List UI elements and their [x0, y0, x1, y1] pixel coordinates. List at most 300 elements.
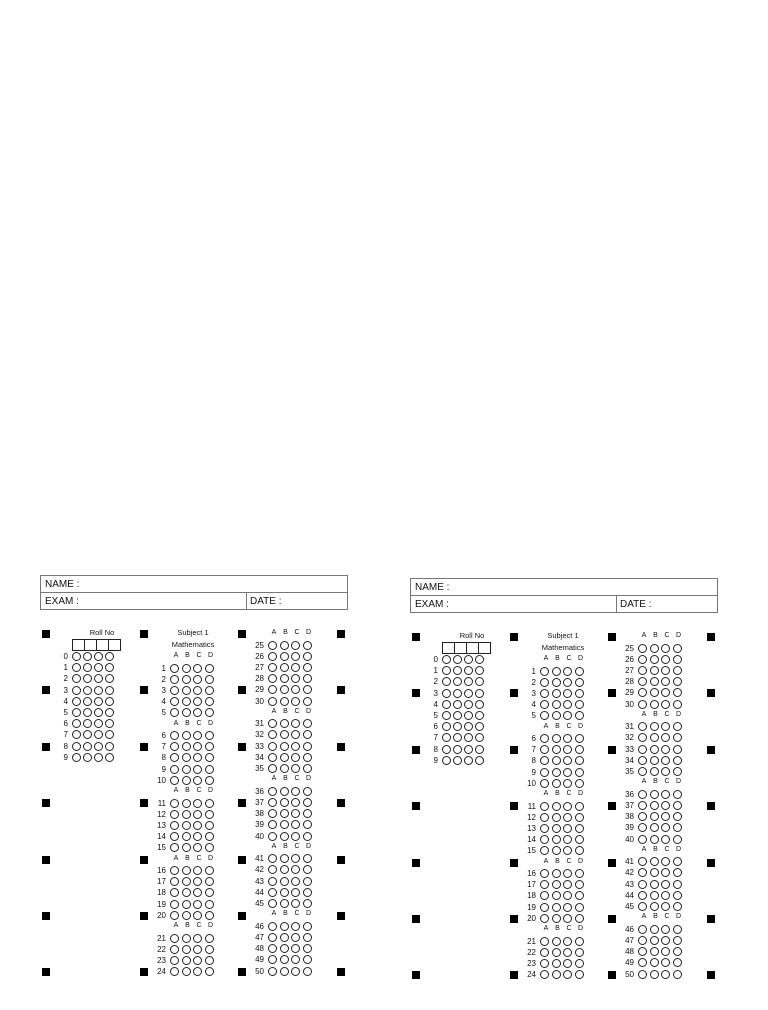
answer-bubble[interactable]: [193, 832, 202, 841]
answer-bubble[interactable]: [280, 787, 289, 796]
answer-bubble[interactable]: [193, 686, 202, 695]
roll-digit-bubble[interactable]: [72, 730, 81, 739]
answer-bubble[interactable]: [291, 798, 300, 807]
roll-digit-bubble[interactable]: [105, 708, 114, 717]
answer-bubble[interactable]: [193, 843, 202, 852]
roll-digit-bubble[interactable]: [464, 689, 473, 698]
roll-digit-bubble[interactable]: [72, 686, 81, 695]
answer-bubble[interactable]: [182, 697, 191, 706]
answer-bubble[interactable]: [193, 967, 202, 976]
answer-bubble[interactable]: [280, 753, 289, 762]
answer-bubble[interactable]: [540, 667, 549, 676]
roll-digit-bubble[interactable]: [442, 655, 451, 664]
answer-bubble[interactable]: [193, 664, 202, 673]
answer-bubble[interactable]: [673, 644, 682, 653]
answer-bubble[interactable]: [661, 666, 670, 675]
answer-bubble[interactable]: [552, 711, 561, 720]
answer-bubble[interactable]: [193, 934, 202, 943]
answer-bubble[interactable]: [182, 888, 191, 897]
answer-bubble[interactable]: [575, 813, 584, 822]
answer-bubble[interactable]: [303, 922, 312, 931]
answer-bubble[interactable]: [650, 756, 659, 765]
answer-bubble[interactable]: [205, 753, 214, 762]
answer-bubble[interactable]: [650, 644, 659, 653]
answer-bubble[interactable]: [291, 820, 300, 829]
answer-bubble[interactable]: [638, 823, 647, 832]
answer-bubble[interactable]: [575, 970, 584, 979]
answer-bubble[interactable]: [205, 675, 214, 684]
answer-bubble[interactable]: [303, 888, 312, 897]
answer-bubble[interactable]: [575, 937, 584, 946]
roll-digit-bubble[interactable]: [475, 689, 484, 698]
answer-bubble[interactable]: [673, 790, 682, 799]
answer-bubble[interactable]: [291, 832, 300, 841]
answer-bubble[interactable]: [563, 914, 572, 923]
answer-bubble[interactable]: [540, 959, 549, 968]
answer-bubble[interactable]: [205, 686, 214, 695]
answer-bubble[interactable]: [552, 768, 561, 777]
answer-bubble[interactable]: [170, 911, 179, 920]
roll-digit-bubble[interactable]: [464, 722, 473, 731]
answer-bubble[interactable]: [563, 891, 572, 900]
answer-bubble[interactable]: [303, 955, 312, 964]
roll-no-entry-cell[interactable]: [455, 643, 467, 653]
answer-bubble[interactable]: [552, 734, 561, 743]
answer-bubble[interactable]: [540, 846, 549, 855]
answer-bubble[interactable]: [205, 877, 214, 886]
answer-bubble[interactable]: [673, 801, 682, 810]
roll-digit-bubble[interactable]: [94, 753, 103, 762]
answer-bubble[interactable]: [170, 686, 179, 695]
roll-digit-bubble[interactable]: [72, 674, 81, 683]
answer-bubble[interactable]: [673, 756, 682, 765]
answer-bubble[interactable]: [291, 719, 300, 728]
answer-bubble[interactable]: [170, 765, 179, 774]
answer-bubble[interactable]: [563, 745, 572, 754]
answer-bubble[interactable]: [193, 742, 202, 751]
answer-bubble[interactable]: [303, 967, 312, 976]
answer-bubble[interactable]: [182, 686, 191, 695]
answer-bubble[interactable]: [661, 880, 670, 889]
answer-bubble[interactable]: [205, 945, 214, 954]
answer-bubble[interactable]: [170, 956, 179, 965]
answer-bubble[interactable]: [575, 891, 584, 900]
answer-bubble[interactable]: [280, 922, 289, 931]
roll-digit-bubble[interactable]: [453, 745, 462, 754]
answer-bubble[interactable]: [552, 813, 561, 822]
answer-bubble[interactable]: [650, 857, 659, 866]
answer-bubble[interactable]: [291, 742, 300, 751]
answer-bubble[interactable]: [205, 888, 214, 897]
answer-bubble[interactable]: [575, 779, 584, 788]
answer-bubble[interactable]: [673, 857, 682, 866]
answer-bubble[interactable]: [205, 866, 214, 875]
answer-bubble[interactable]: [303, 933, 312, 942]
answer-bubble[interactable]: [661, 891, 670, 900]
answer-bubble[interactable]: [280, 854, 289, 863]
answer-bubble[interactable]: [563, 880, 572, 889]
answer-bubble[interactable]: [280, 809, 289, 818]
answer-bubble[interactable]: [638, 925, 647, 934]
roll-digit-bubble[interactable]: [475, 700, 484, 709]
answer-bubble[interactable]: [638, 812, 647, 821]
roll-digit-bubble[interactable]: [453, 711, 462, 720]
answer-bubble[interactable]: [540, 869, 549, 878]
answer-bubble[interactable]: [673, 733, 682, 742]
answer-bubble[interactable]: [650, 970, 659, 979]
answer-bubble[interactable]: [563, 835, 572, 844]
answer-bubble[interactable]: [205, 843, 214, 852]
roll-digit-bubble[interactable]: [442, 733, 451, 742]
answer-bubble[interactable]: [280, 798, 289, 807]
answer-bubble[interactable]: [170, 934, 179, 943]
answer-bubble[interactable]: [540, 745, 549, 754]
roll-digit-bubble[interactable]: [105, 697, 114, 706]
answer-bubble[interactable]: [291, 899, 300, 908]
answer-bubble[interactable]: [280, 933, 289, 942]
roll-no-entry-cell[interactable]: [73, 640, 85, 650]
answer-bubble[interactable]: [673, 891, 682, 900]
answer-bubble[interactable]: [563, 667, 572, 676]
roll-digit-bubble[interactable]: [442, 756, 451, 765]
answer-bubble[interactable]: [182, 708, 191, 717]
answer-bubble[interactable]: [205, 956, 214, 965]
answer-bubble[interactable]: [268, 922, 277, 931]
answer-bubble[interactable]: [182, 675, 191, 684]
roll-digit-bubble[interactable]: [453, 689, 462, 698]
answer-bubble[interactable]: [268, 641, 277, 650]
answer-bubble[interactable]: [650, 823, 659, 832]
answer-bubble[interactable]: [193, 821, 202, 830]
answer-bubble[interactable]: [205, 776, 214, 785]
answer-bubble[interactable]: [563, 959, 572, 968]
answer-bubble[interactable]: [268, 944, 277, 953]
roll-digit-bubble[interactable]: [83, 663, 92, 672]
answer-bubble[interactable]: [540, 700, 549, 709]
answer-bubble[interactable]: [291, 764, 300, 773]
answer-bubble[interactable]: [540, 914, 549, 923]
answer-bubble[interactable]: [575, 711, 584, 720]
roll-digit-bubble[interactable]: [464, 711, 473, 720]
answer-bubble[interactable]: [182, 742, 191, 751]
answer-bubble[interactable]: [638, 947, 647, 956]
answer-bubble[interactable]: [291, 641, 300, 650]
answer-bubble[interactable]: [552, 835, 561, 844]
answer-bubble[interactable]: [268, 809, 277, 818]
answer-bubble[interactable]: [575, 948, 584, 957]
answer-bubble[interactable]: [193, 945, 202, 954]
answer-bubble[interactable]: [170, 821, 179, 830]
answer-bubble[interactable]: [291, 944, 300, 953]
answer-bubble[interactable]: [673, 655, 682, 664]
answer-bubble[interactable]: [563, 970, 572, 979]
answer-bubble[interactable]: [303, 787, 312, 796]
answer-bubble[interactable]: [205, 821, 214, 830]
answer-bubble[interactable]: [193, 911, 202, 920]
answer-bubble[interactable]: [280, 685, 289, 694]
answer-bubble[interactable]: [540, 768, 549, 777]
answer-bubble[interactable]: [205, 799, 214, 808]
roll-digit-bubble[interactable]: [83, 674, 92, 683]
answer-bubble[interactable]: [170, 799, 179, 808]
answer-bubble[interactable]: [268, 663, 277, 672]
answer-bubble[interactable]: [205, 697, 214, 706]
answer-bubble[interactable]: [575, 756, 584, 765]
roll-digit-bubble[interactable]: [453, 655, 462, 664]
answer-bubble[interactable]: [638, 958, 647, 967]
answer-bubble[interactable]: [563, 700, 572, 709]
answer-bubble[interactable]: [661, 835, 670, 844]
answer-bubble[interactable]: [280, 663, 289, 672]
answer-bubble[interactable]: [268, 652, 277, 661]
answer-bubble[interactable]: [563, 813, 572, 822]
answer-bubble[interactable]: [552, 745, 561, 754]
answer-bubble[interactable]: [650, 677, 659, 686]
roll-digit-bubble[interactable]: [442, 689, 451, 698]
answer-bubble[interactable]: [268, 820, 277, 829]
answer-bubble[interactable]: [280, 730, 289, 739]
answer-bubble[interactable]: [303, 944, 312, 953]
answer-bubble[interactable]: [661, 790, 670, 799]
answer-bubble[interactable]: [638, 655, 647, 664]
answer-bubble[interactable]: [303, 674, 312, 683]
answer-bubble[interactable]: [638, 688, 647, 697]
answer-bubble[interactable]: [291, 967, 300, 976]
answer-bubble[interactable]: [552, 891, 561, 900]
answer-bubble[interactable]: [193, 900, 202, 909]
answer-bubble[interactable]: [280, 944, 289, 953]
roll-digit-bubble[interactable]: [442, 677, 451, 686]
roll-digit-bubble[interactable]: [72, 742, 81, 751]
answer-bubble[interactable]: [170, 664, 179, 673]
answer-bubble[interactable]: [170, 675, 179, 684]
answer-bubble[interactable]: [661, 868, 670, 877]
roll-digit-bubble[interactable]: [72, 697, 81, 706]
answer-bubble[interactable]: [540, 756, 549, 765]
answer-bubble[interactable]: [575, 846, 584, 855]
answer-bubble[interactable]: [650, 891, 659, 900]
answer-bubble[interactable]: [650, 835, 659, 844]
answer-bubble[interactable]: [552, 678, 561, 687]
answer-bubble[interactable]: [563, 948, 572, 957]
answer-bubble[interactable]: [540, 813, 549, 822]
answer-bubble[interactable]: [638, 790, 647, 799]
roll-digit-bubble[interactable]: [94, 719, 103, 728]
roll-digit-bubble[interactable]: [83, 708, 92, 717]
answer-bubble[interactable]: [303, 652, 312, 661]
answer-bubble[interactable]: [170, 888, 179, 897]
answer-bubble[interactable]: [291, 753, 300, 762]
answer-bubble[interactable]: [673, 677, 682, 686]
answer-bubble[interactable]: [661, 745, 670, 754]
answer-bubble[interactable]: [650, 767, 659, 776]
answer-bubble[interactable]: [193, 956, 202, 965]
roll-digit-bubble[interactable]: [453, 733, 462, 742]
answer-bubble[interactable]: [650, 700, 659, 709]
answer-bubble[interactable]: [638, 644, 647, 653]
answer-bubble[interactable]: [193, 776, 202, 785]
roll-digit-bubble[interactable]: [105, 674, 114, 683]
answer-bubble[interactable]: [638, 666, 647, 675]
roll-digit-bubble[interactable]: [94, 742, 103, 751]
answer-bubble[interactable]: [170, 708, 179, 717]
answer-bubble[interactable]: [170, 866, 179, 875]
roll-digit-bubble[interactable]: [94, 686, 103, 695]
roll-digit-bubble[interactable]: [105, 686, 114, 695]
answer-bubble[interactable]: [552, 937, 561, 946]
answer-bubble[interactable]: [170, 877, 179, 886]
answer-bubble[interactable]: [673, 745, 682, 754]
answer-bubble[interactable]: [291, 865, 300, 874]
roll-digit-bubble[interactable]: [105, 719, 114, 728]
roll-digit-bubble[interactable]: [475, 722, 484, 731]
answer-bubble[interactable]: [182, 731, 191, 740]
answer-bubble[interactable]: [673, 823, 682, 832]
answer-bubble[interactable]: [650, 936, 659, 945]
answer-bubble[interactable]: [170, 731, 179, 740]
answer-bubble[interactable]: [540, 948, 549, 957]
roll-digit-bubble[interactable]: [475, 745, 484, 754]
answer-bubble[interactable]: [291, 854, 300, 863]
answer-bubble[interactable]: [673, 902, 682, 911]
answer-bubble[interactable]: [170, 967, 179, 976]
answer-bubble[interactable]: [673, 812, 682, 821]
answer-bubble[interactable]: [563, 824, 572, 833]
answer-bubble[interactable]: [575, 880, 584, 889]
roll-digit-bubble[interactable]: [453, 722, 462, 731]
answer-bubble[interactable]: [673, 688, 682, 697]
answer-bubble[interactable]: [182, 664, 191, 673]
answer-bubble[interactable]: [303, 820, 312, 829]
roll-digit-bubble[interactable]: [475, 756, 484, 765]
roll-digit-bubble[interactable]: [83, 753, 92, 762]
answer-bubble[interactable]: [661, 970, 670, 979]
answer-bubble[interactable]: [540, 802, 549, 811]
roll-digit-bubble[interactable]: [83, 686, 92, 695]
answer-bubble[interactable]: [661, 812, 670, 821]
roll-digit-bubble[interactable]: [475, 677, 484, 686]
answer-bubble[interactable]: [182, 832, 191, 841]
answer-bubble[interactable]: [552, 779, 561, 788]
answer-bubble[interactable]: [552, 824, 561, 833]
roll-digit-bubble[interactable]: [105, 663, 114, 672]
answer-bubble[interactable]: [205, 967, 214, 976]
roll-digit-bubble[interactable]: [453, 677, 462, 686]
roll-digit-bubble[interactable]: [94, 730, 103, 739]
answer-bubble[interactable]: [291, 809, 300, 818]
roll-digit-bubble[interactable]: [94, 708, 103, 717]
answer-bubble[interactable]: [540, 689, 549, 698]
answer-bubble[interactable]: [182, 877, 191, 886]
roll-digit-bubble[interactable]: [72, 708, 81, 717]
answer-bubble[interactable]: [268, 674, 277, 683]
roll-digit-bubble[interactable]: [442, 700, 451, 709]
answer-bubble[interactable]: [638, 868, 647, 877]
answer-bubble[interactable]: [563, 734, 572, 743]
roll-digit-bubble[interactable]: [464, 655, 473, 664]
answer-bubble[interactable]: [268, 933, 277, 942]
answer-bubble[interactable]: [650, 733, 659, 742]
roll-digit-bubble[interactable]: [105, 730, 114, 739]
answer-bubble[interactable]: [650, 925, 659, 934]
answer-bubble[interactable]: [575, 745, 584, 754]
answer-bubble[interactable]: [182, 956, 191, 965]
answer-bubble[interactable]: [673, 970, 682, 979]
answer-bubble[interactable]: [193, 810, 202, 819]
answer-bubble[interactable]: [563, 756, 572, 765]
answer-bubble[interactable]: [650, 790, 659, 799]
roll-digit-bubble[interactable]: [94, 663, 103, 672]
answer-bubble[interactable]: [661, 857, 670, 866]
answer-bubble[interactable]: [205, 765, 214, 774]
answer-bubble[interactable]: [552, 869, 561, 878]
answer-bubble[interactable]: [303, 663, 312, 672]
answer-bubble[interactable]: [575, 903, 584, 912]
answer-bubble[interactable]: [638, 733, 647, 742]
answer-bubble[interactable]: [170, 753, 179, 762]
answer-bubble[interactable]: [638, 677, 647, 686]
answer-bubble[interactable]: [182, 821, 191, 830]
answer-bubble[interactable]: [291, 730, 300, 739]
answer-bubble[interactable]: [268, 730, 277, 739]
answer-bubble[interactable]: [661, 644, 670, 653]
answer-bubble[interactable]: [303, 719, 312, 728]
answer-bubble[interactable]: [193, 753, 202, 762]
roll-digit-bubble[interactable]: [83, 697, 92, 706]
answer-bubble[interactable]: [563, 802, 572, 811]
answer-bubble[interactable]: [303, 832, 312, 841]
answer-bubble[interactable]: [170, 843, 179, 852]
answer-bubble[interactable]: [638, 970, 647, 979]
answer-bubble[interactable]: [661, 688, 670, 697]
roll-digit-bubble[interactable]: [83, 742, 92, 751]
answer-bubble[interactable]: [673, 925, 682, 934]
answer-bubble[interactable]: [280, 697, 289, 706]
roll-no-entry-cell[interactable]: [467, 643, 479, 653]
answer-bubble[interactable]: [268, 877, 277, 886]
answer-bubble[interactable]: [193, 765, 202, 774]
answer-bubble[interactable]: [268, 832, 277, 841]
answer-bubble[interactable]: [280, 641, 289, 650]
answer-bubble[interactable]: [552, 802, 561, 811]
answer-bubble[interactable]: [280, 674, 289, 683]
answer-bubble[interactable]: [540, 779, 549, 788]
answer-bubble[interactable]: [650, 655, 659, 664]
answer-bubble[interactable]: [280, 820, 289, 829]
answer-bubble[interactable]: [673, 700, 682, 709]
answer-bubble[interactable]: [563, 869, 572, 878]
answer-bubble[interactable]: [575, 678, 584, 687]
answer-bubble[interactable]: [563, 768, 572, 777]
answer-bubble[interactable]: [303, 854, 312, 863]
answer-bubble[interactable]: [205, 742, 214, 751]
answer-bubble[interactable]: [268, 787, 277, 796]
answer-bubble[interactable]: [291, 697, 300, 706]
roll-digit-bubble[interactable]: [105, 652, 114, 661]
answer-bubble[interactable]: [575, 667, 584, 676]
answer-bubble[interactable]: [280, 652, 289, 661]
roll-digit-bubble[interactable]: [464, 745, 473, 754]
answer-bubble[interactable]: [575, 835, 584, 844]
answer-bubble[interactable]: [193, 888, 202, 897]
answer-bubble[interactable]: [280, 967, 289, 976]
answer-bubble[interactable]: [638, 891, 647, 900]
roll-no-entry-boxes[interactable]: [442, 642, 491, 654]
roll-digit-bubble[interactable]: [105, 753, 114, 762]
answer-bubble[interactable]: [182, 967, 191, 976]
answer-bubble[interactable]: [303, 730, 312, 739]
answer-bubble[interactable]: [575, 959, 584, 968]
